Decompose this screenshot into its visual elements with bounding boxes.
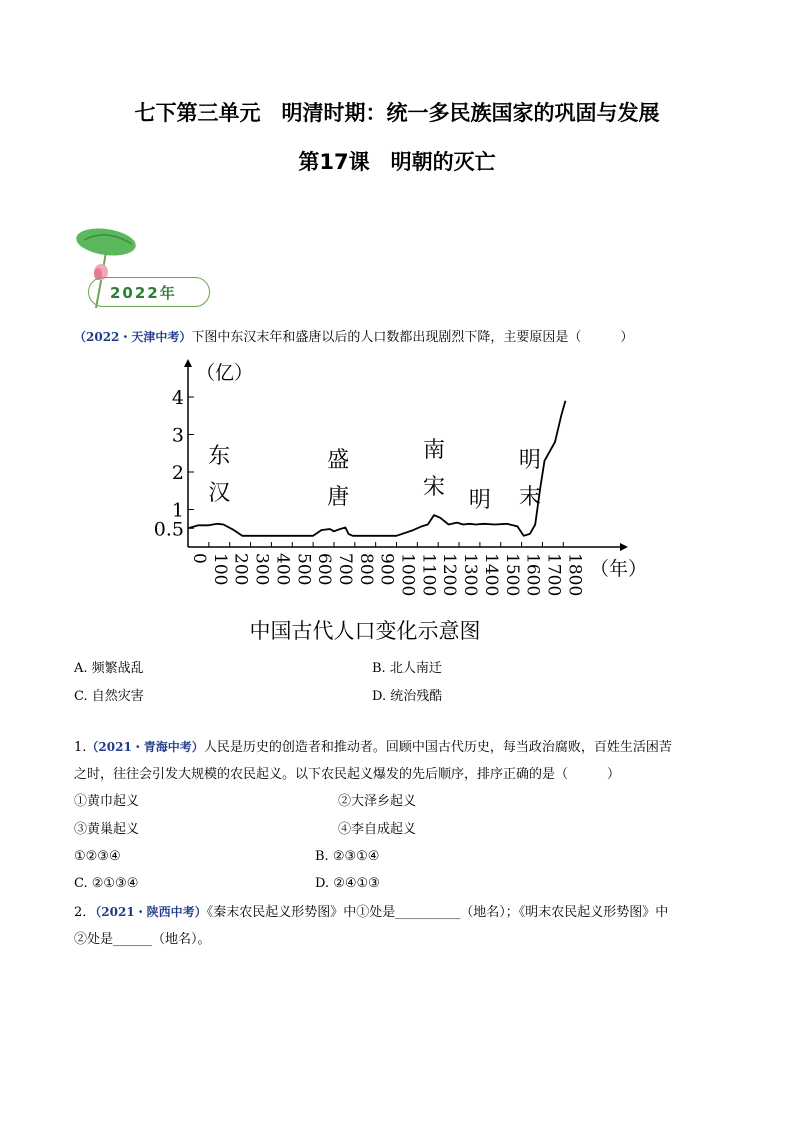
x-tick-label: 1300: [460, 553, 481, 597]
option-c: C. 自然灾害: [74, 689, 144, 704]
x-tick-label: 1400: [480, 553, 501, 597]
era-annotation: 东: [208, 444, 231, 469]
item-3: ③黄巢起义: [74, 822, 140, 837]
lesson-title: 第17课 明朝的灭亡: [298, 150, 496, 174]
era-annotation: 宋: [423, 475, 446, 500]
y-tick-label: 4: [171, 387, 184, 409]
era-annotation: 盛: [327, 448, 350, 473]
y-tick-label: 2: [171, 462, 184, 484]
question-0: [74, 327, 633, 348]
x-tick-label: 1600: [522, 553, 543, 597]
x-tick-label: 1100: [418, 553, 439, 597]
x-tick-label: 1200: [439, 553, 460, 597]
x-tick-label: 1700: [543, 553, 564, 597]
x-tick-label: 700: [334, 553, 355, 586]
y-axis-label: （亿）: [196, 362, 254, 384]
era-annotation: 南: [423, 438, 446, 463]
option-a: A. 频繁战乱: [74, 661, 144, 676]
x-axis-arrow: [620, 543, 628, 551]
option-c: C. ②①③④: [74, 876, 139, 891]
question-number: 1.: [74, 740, 87, 755]
question-stem: 人民是历史的创造者和推动者。回顾中国古代历史，每当政治腐败，百姓生活困苦: [203, 740, 672, 755]
question-2-line2: ②处是______（地名）。: [74, 932, 211, 947]
year-badge: [74, 226, 224, 316]
question-number: 2．: [74, 905, 96, 920]
option-a: ①②③④: [74, 849, 121, 864]
y-tick-label: 1: [171, 499, 184, 522]
question-1: [74, 737, 672, 758]
era-annotation: 唐: [327, 485, 350, 510]
era-annotation: 末: [518, 485, 541, 510]
x-tick-label: 0: [189, 553, 209, 564]
option-d: D. 统治残酷: [372, 689, 443, 704]
option-d: D. ②④①③: [315, 876, 380, 891]
option-b: B. 北人南迁: [372, 661, 442, 676]
item-1: ①黄巾起义: [74, 794, 140, 809]
x-tick-label: 500: [293, 553, 314, 586]
question-source: （2022・天津中考）: [74, 330, 192, 344]
question-source: （2021・陕西中考）: [95, 905, 207, 919]
question-1-line2: 之时，往往会引发大规模的农民起义。以下农民起义爆发的先后顺序，排序正确的是（ ）: [74, 767, 621, 782]
unit-title: 七下第三单元 明清时期：统一多民族国家的巩固与发展: [134, 101, 660, 125]
y-tick-label: 3: [171, 424, 184, 447]
x-axis-label: （年）: [590, 558, 648, 580]
x-tick-label: 800: [355, 553, 376, 586]
era-annotation: 明: [468, 488, 491, 513]
chart-title: 中国古代人口变化示意图: [249, 619, 481, 643]
x-tick-label: 300: [251, 553, 272, 586]
era-annotation: 明: [518, 448, 541, 473]
x-tick-label: 1500: [501, 553, 522, 597]
population-line: [188, 401, 565, 536]
y-tick-label: 0.5: [153, 518, 184, 541]
option-b: B. ②③①④: [315, 849, 380, 864]
question-stem: 下图中东汉末年和盛唐以后的人口数都出现剧烈下降，主要原因是（ ）: [191, 330, 634, 345]
question-stem: 《秦末农民起义形势图》中①处是__________（地名）；《明末农民起义形势图》中: [206, 905, 669, 920]
x-tick-label: 200: [230, 553, 251, 586]
badge-label: 2022年: [110, 284, 177, 302]
y-axis-arrow: [184, 359, 192, 367]
item-2: ②大泽乡起义: [338, 794, 417, 809]
x-tick-label: 1800: [564, 553, 585, 597]
question-2: [74, 902, 668, 923]
x-tick-label: 400: [272, 553, 293, 586]
item-4: ④李自成起义: [338, 822, 417, 837]
x-tick-label: 600: [314, 553, 335, 586]
era-annotation: 汉: [208, 481, 231, 506]
population-chart: [150, 355, 648, 645]
x-tick-label: 1000: [397, 553, 418, 597]
x-tick-label: 100: [209, 553, 230, 586]
x-tick-label: 900: [376, 553, 397, 586]
question-source: （2021・青海中考）: [86, 740, 204, 754]
